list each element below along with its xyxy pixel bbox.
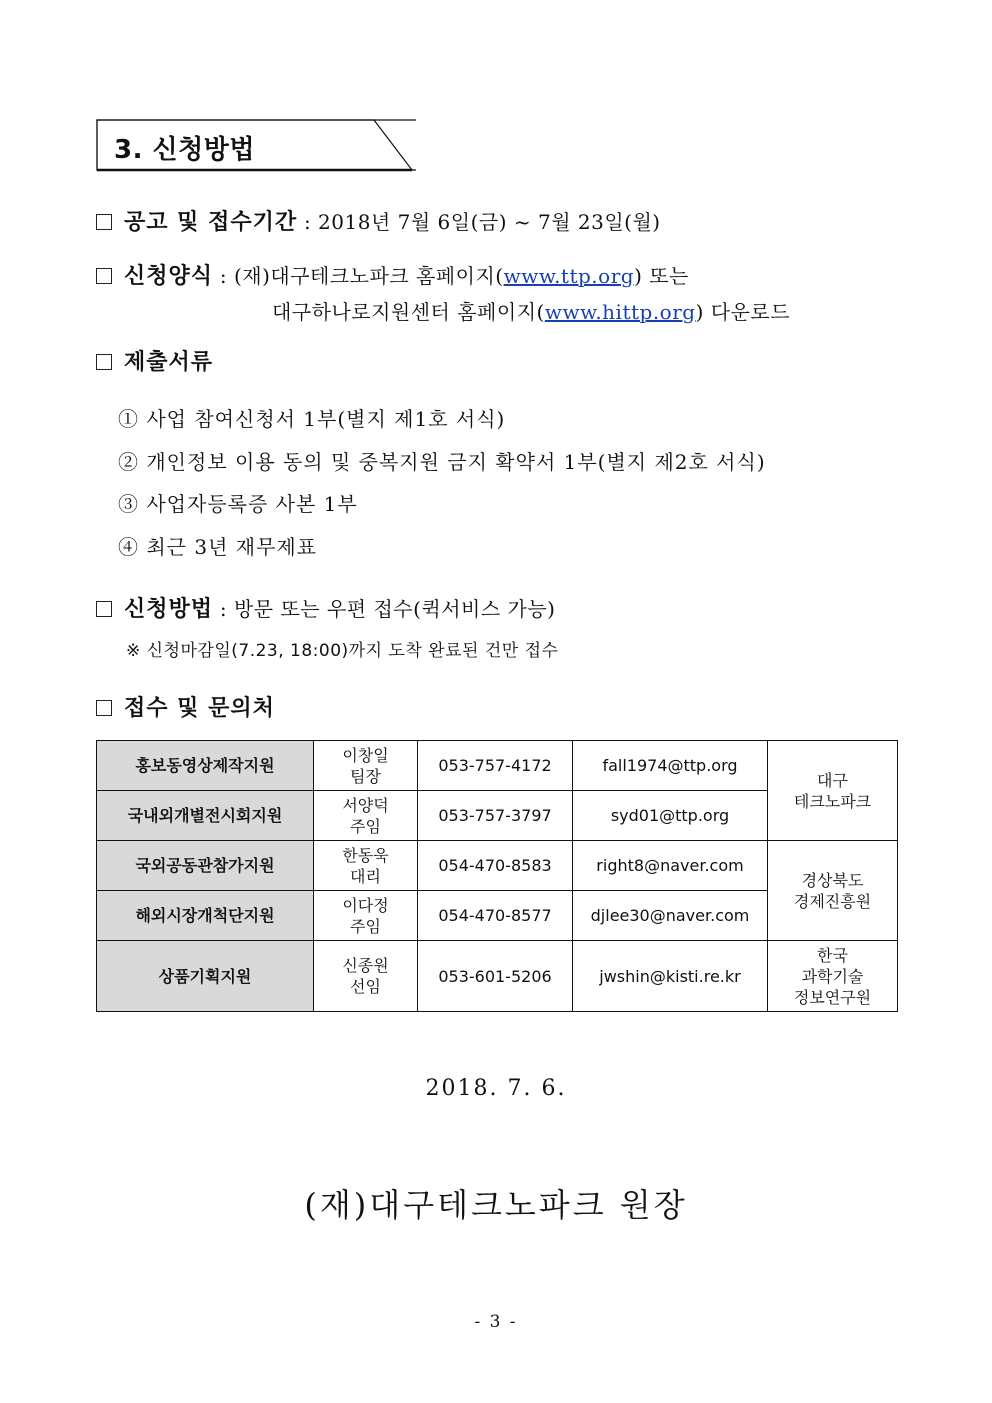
person-name: 서양덕 xyxy=(342,795,389,815)
program-cell: 홍보동영상제작지원 xyxy=(97,741,314,791)
org-cell xyxy=(768,941,898,1012)
period-label: 공고 및 접수기간 xyxy=(124,210,298,235)
org-line: 테크노파크 xyxy=(793,791,872,811)
method-value: 방문 또는 우편 접수(퀵서비스 가능) xyxy=(233,597,556,621)
email-cell: right8@naver.com xyxy=(573,841,768,891)
checkbox-icon xyxy=(96,268,112,284)
phone-cell: 053-757-3797 xyxy=(418,791,573,841)
contact-label: 접수 및 문의처 xyxy=(124,696,275,721)
person-cell xyxy=(314,941,418,1012)
checkbox-icon xyxy=(96,214,112,230)
method-label: 신청방법 xyxy=(124,597,214,622)
method-row xyxy=(96,592,555,623)
email-cell: djlee30@naver.com xyxy=(573,891,768,941)
org-line: 과학기술 xyxy=(801,966,864,986)
email-cell: jwshin@kisti.re.kr xyxy=(573,941,768,1012)
checkbox-icon xyxy=(96,601,112,617)
person-cell xyxy=(314,741,418,791)
form-line2-prefix: 대구하나로지원센터 홈페이지( xyxy=(272,300,545,324)
contacts-table xyxy=(96,740,898,1012)
form-line1-prefix: (재)대구테크노파크 홈페이지( xyxy=(233,264,504,288)
form-line1-suffix: ) 또는 xyxy=(634,264,689,288)
phone-cell: 053-757-4172 xyxy=(418,741,573,791)
org-line: 경상북도 xyxy=(801,870,864,890)
section-title-box xyxy=(96,119,414,171)
person-name: 이다정 xyxy=(342,895,389,915)
email-cell: syd01@ttp.org xyxy=(573,791,768,841)
checkbox-icon xyxy=(96,354,112,370)
period-row xyxy=(96,205,661,236)
period-value: 2018년 7월 6일(금) ~ 7월 23일(월) xyxy=(318,210,661,234)
page-number: - 3 - xyxy=(474,1312,518,1332)
form-sep: : xyxy=(213,264,234,288)
checkbox-icon xyxy=(96,700,112,716)
document-item: ① 사업 참여신청서 1부(별지 제1호 서식) xyxy=(118,407,506,431)
org-line: 한국 xyxy=(817,945,848,965)
program-cell: 국내외개별전시회지원 xyxy=(97,791,314,841)
form-label: 신청양식 xyxy=(124,264,214,289)
signature: (재)대구테크노파크 원장 xyxy=(304,1186,688,1224)
program-cell: 해외시장개척단지원 xyxy=(97,891,314,941)
org-line: 정보연구원 xyxy=(793,987,872,1007)
document-item: ④ 최근 3년 재무제표 xyxy=(118,535,318,559)
org-cell xyxy=(768,841,898,941)
documents-row xyxy=(96,345,213,376)
ttp-link[interactable]: www.ttp.org xyxy=(503,264,635,288)
phone-cell: 053-601-5206 xyxy=(418,941,573,1012)
hittp-link[interactable]: www.hittp.org xyxy=(544,300,696,324)
form-row xyxy=(96,259,689,290)
person-cell xyxy=(314,791,418,841)
email-cell: fall1974@ttp.org xyxy=(573,741,768,791)
form-line2-suffix: ) 다운로드 xyxy=(695,300,791,324)
person-name: 신종원 xyxy=(342,956,389,975)
contact-row xyxy=(96,691,275,722)
person-title: 주임 xyxy=(350,916,381,936)
section-title: 3. 신청방법 xyxy=(114,135,255,165)
person-title: 선임 xyxy=(350,977,381,996)
program-cell: 국외공동관참가지원 xyxy=(97,841,314,891)
org-line: 대구 xyxy=(817,770,848,790)
org-cell xyxy=(768,741,898,841)
phone-cell: 054-470-8583 xyxy=(418,841,573,891)
form-row-2 xyxy=(272,296,790,325)
person-title: 대리 xyxy=(350,866,381,886)
method-sep: : xyxy=(213,597,234,621)
person-name: 한동욱 xyxy=(342,845,389,865)
table-row xyxy=(97,941,898,1012)
person-cell xyxy=(314,891,418,941)
document-date: 2018. 7. 6. xyxy=(425,1076,567,1101)
person-name: 이창일 xyxy=(342,745,389,765)
program-cell: 상품기획지원 xyxy=(97,941,314,1012)
table-row xyxy=(97,841,898,891)
document-item: ② 개인정보 이용 동의 및 중복지원 금지 확약서 1부(별지 제2호 서식) xyxy=(118,450,766,474)
documents-label: 제출서류 xyxy=(124,350,214,375)
phone-cell: 054-470-8577 xyxy=(418,891,573,941)
person-cell xyxy=(314,841,418,891)
org-line: 경제진흥원 xyxy=(793,891,872,911)
method-note: ※ 신청마감일(7.23, 18:00)까지 도착 완료된 건만 접수 xyxy=(126,641,559,661)
table-row xyxy=(97,741,898,791)
document-item: ③ 사업자등록증 사본 1부 xyxy=(118,492,358,516)
person-title: 주임 xyxy=(350,816,381,836)
person-title: 팀장 xyxy=(350,766,381,786)
period-sep: : xyxy=(297,210,319,234)
